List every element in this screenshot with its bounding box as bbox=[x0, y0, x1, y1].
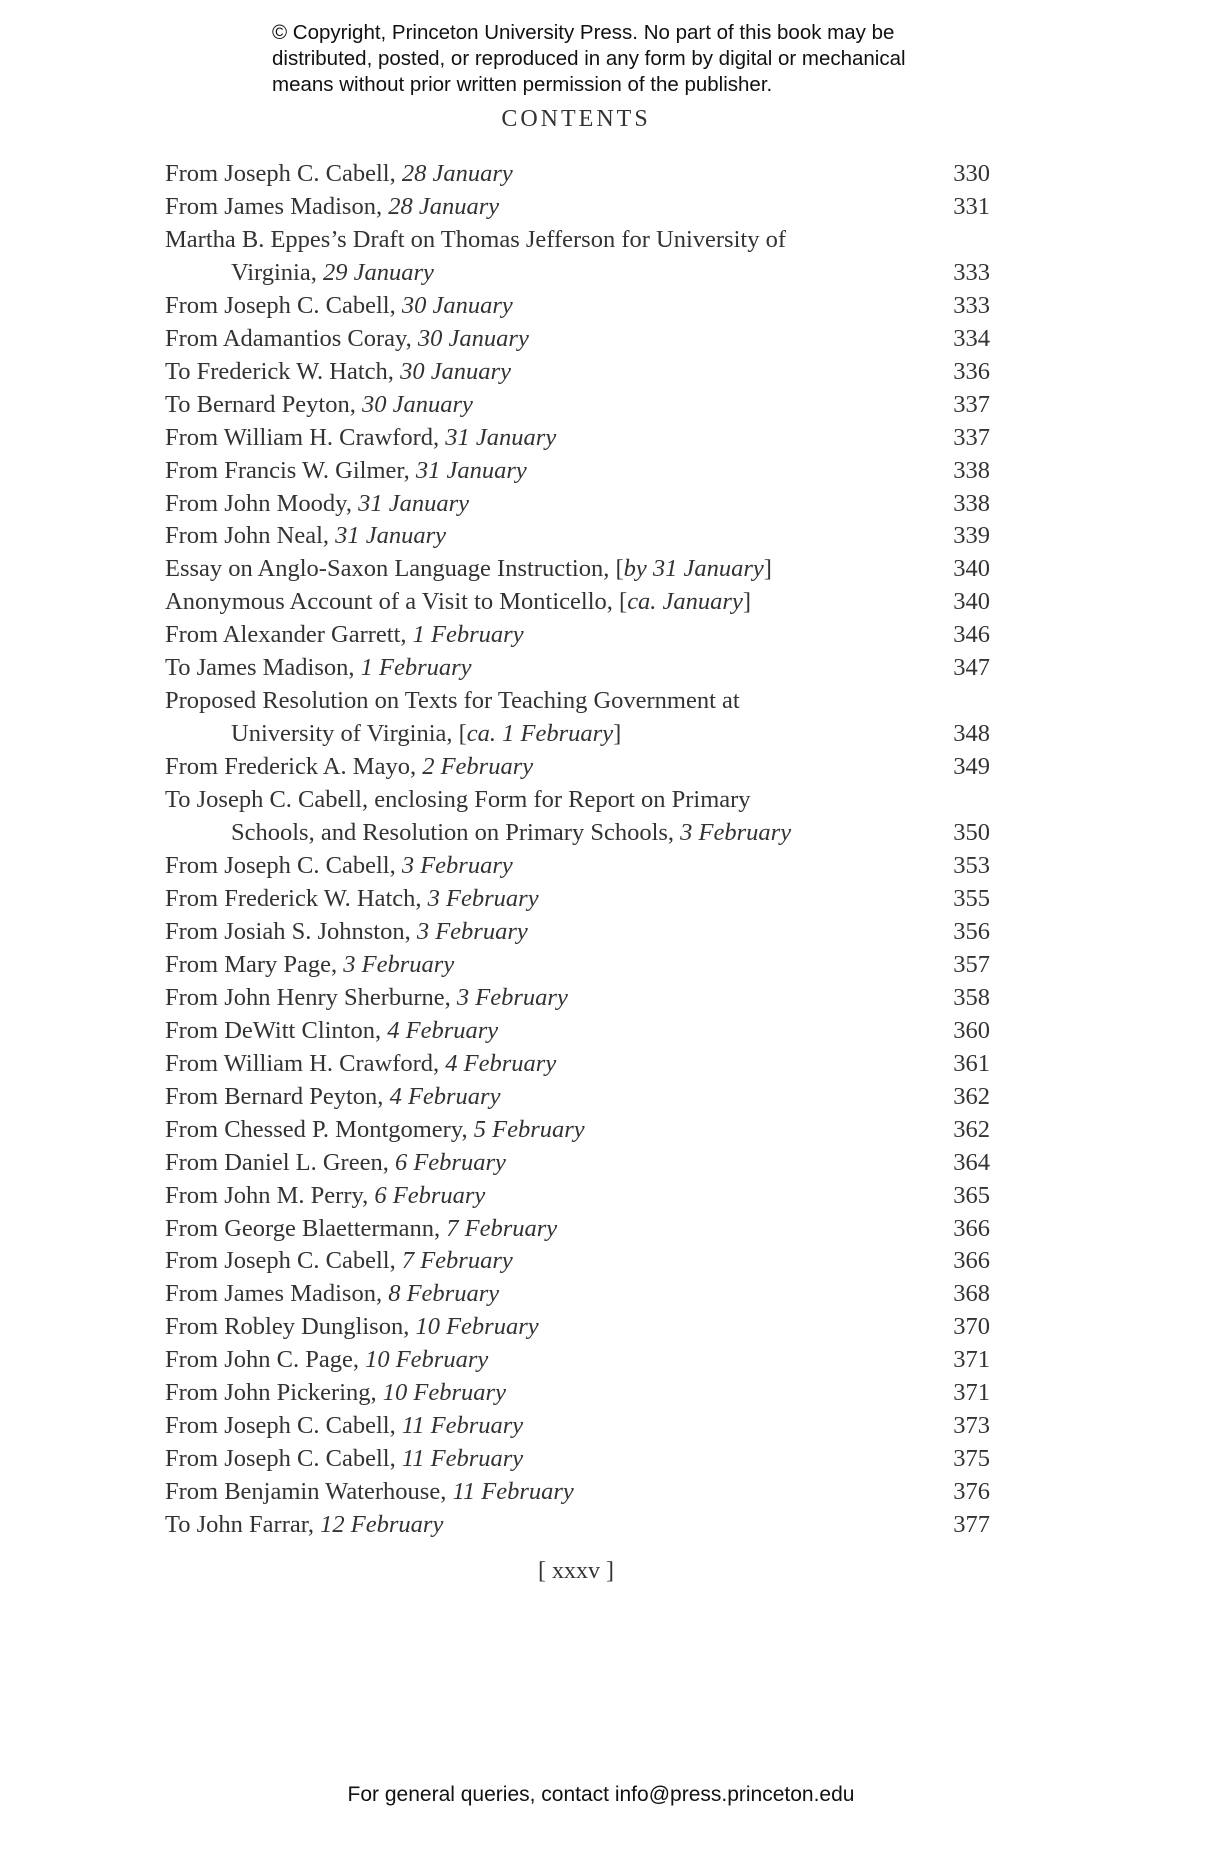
toc-entry bbox=[165, 1442, 990, 1475]
entry-date: 5 February bbox=[473, 1115, 585, 1143]
entry-page-number: 358 bbox=[953, 983, 990, 1011]
entry-page-number: 362 bbox=[953, 1082, 990, 1110]
toc-entry bbox=[165, 190, 990, 223]
entry-page-number: 336 bbox=[953, 357, 990, 385]
toc-entry bbox=[165, 1277, 990, 1310]
entry-date: ca. 1 February bbox=[466, 720, 614, 748]
toc-entry bbox=[165, 157, 990, 190]
entry-date: 6 February bbox=[394, 1148, 506, 1176]
toc-entry bbox=[165, 552, 990, 585]
entry-date: 12 February bbox=[320, 1511, 444, 1539]
entry-date: 31 January bbox=[335, 522, 447, 550]
toc-entry bbox=[165, 1146, 990, 1179]
entry-title: From Joseph C. Cabell, bbox=[165, 852, 402, 880]
entry-date: 11 February bbox=[452, 1478, 574, 1506]
entry-date: ca. January bbox=[627, 588, 743, 616]
toc-entry bbox=[165, 487, 990, 520]
toc-entry bbox=[165, 1310, 990, 1343]
entry-date: 7 February bbox=[446, 1214, 558, 1242]
copyright-line: © Copyright, Princeton University Press. No part of this book may be bbox=[272, 21, 895, 44]
entry-page-number: 338 bbox=[953, 489, 990, 517]
entry-title: From Joseph C. Cabell, bbox=[165, 1412, 402, 1440]
entry-page-number: 331 bbox=[953, 192, 990, 220]
entry-page-number: 375 bbox=[953, 1445, 990, 1473]
entry-page-number: 334 bbox=[953, 324, 990, 352]
toc-entry bbox=[165, 783, 990, 816]
toc-entry bbox=[165, 322, 990, 355]
entry-title: From Alexander Garrett, bbox=[165, 621, 413, 649]
entry-title: From Joseph C. Cabell, bbox=[165, 1445, 402, 1473]
entry-date: 3 February bbox=[343, 950, 455, 978]
entry-title: From John Pickering, bbox=[165, 1379, 383, 1407]
entry-title: From William H. Crawford, bbox=[165, 1049, 446, 1077]
entry-title: From DeWitt Clinton, bbox=[165, 1016, 388, 1044]
entry-date: 3 February bbox=[401, 852, 513, 880]
entry-date: 3 February bbox=[416, 917, 528, 945]
entry-title: From George Blaettermann, bbox=[165, 1214, 447, 1242]
entry-title: From Daniel L. Green, bbox=[165, 1148, 395, 1176]
entry-date: 10 February bbox=[365, 1346, 489, 1374]
toc-entry bbox=[165, 1080, 990, 1113]
entry-title: Essay on Anglo-Saxon Language Instruction, [ bbox=[165, 555, 624, 583]
entry-page-number: 371 bbox=[953, 1379, 990, 1407]
entry-title: From Benjamin Waterhouse, bbox=[165, 1478, 453, 1506]
toc-entry bbox=[165, 1179, 990, 1212]
entry-page-number: 355 bbox=[953, 884, 990, 912]
toc-entry bbox=[165, 1113, 990, 1146]
toc-entry bbox=[165, 421, 990, 454]
entry-title: From Frederick A. Mayo, bbox=[165, 753, 423, 781]
entry-bracket: ] bbox=[613, 720, 622, 748]
entry-title: From Joseph C. Cabell, bbox=[165, 291, 402, 319]
entry-date: 1 February bbox=[412, 621, 524, 649]
entry-title: From William H. Crawford, bbox=[165, 423, 446, 451]
entry-title: From Francis W. Gilmer, bbox=[165, 456, 416, 484]
entry-date: 31 January bbox=[415, 456, 527, 484]
entry-date: 30 January bbox=[417, 324, 529, 352]
entry-date: 28 January bbox=[388, 192, 500, 220]
toc-entry bbox=[165, 585, 990, 618]
entry-page-number: 373 bbox=[953, 1412, 990, 1440]
toc-entry bbox=[165, 1376, 990, 1409]
entry-date: 6 February bbox=[374, 1181, 486, 1209]
entry-date: 11 February bbox=[401, 1412, 524, 1440]
entry-title: Anonymous Account of a Visit to Monticello, [ bbox=[165, 588, 628, 616]
entry-page-number: 356 bbox=[953, 917, 990, 945]
entry-page-number: 337 bbox=[953, 390, 990, 418]
entry-title: From Joseph C. Cabell, bbox=[165, 160, 402, 187]
toc-entry bbox=[165, 1475, 990, 1508]
entry-date: by 31 January bbox=[623, 555, 764, 583]
entry-date: 1 February bbox=[360, 654, 472, 682]
entry-title: From John M. Perry, bbox=[165, 1181, 375, 1209]
entry-page-number: 347 bbox=[953, 654, 990, 682]
entry-page-number: 366 bbox=[953, 1214, 990, 1242]
entry-title: Proposed Resolution on Texts for Teaching Government at bbox=[165, 687, 740, 715]
toc-entry bbox=[165, 1047, 990, 1080]
entry-title: Schools, and Resolution on Primary Schools, bbox=[231, 819, 681, 847]
entry-page-number: 364 bbox=[953, 1148, 990, 1176]
entry-title: Martha B. Eppes’s Draft on Thomas Jefferson for University of bbox=[165, 225, 786, 253]
entry-page-number: 360 bbox=[953, 1016, 990, 1044]
toc-entry bbox=[165, 981, 990, 1014]
entry-date: 2 February bbox=[422, 753, 534, 781]
entry-date: 7 February bbox=[401, 1247, 513, 1275]
entry-title: From James Madison, bbox=[165, 1280, 389, 1308]
entry-page-number: 376 bbox=[953, 1478, 990, 1506]
entry-page-number: 371 bbox=[953, 1346, 990, 1374]
entry-title: From John C. Page, bbox=[165, 1346, 366, 1374]
entry-date: 3 February bbox=[456, 983, 568, 1011]
entry-page-number: 333 bbox=[953, 291, 990, 319]
toc-entry bbox=[165, 223, 990, 256]
entry-date: 10 February bbox=[382, 1379, 506, 1407]
toc-entry bbox=[165, 388, 990, 421]
entry-page-number: 348 bbox=[953, 720, 990, 748]
entry-date: 11 February bbox=[401, 1445, 524, 1473]
entry-date: 30 January bbox=[400, 357, 511, 385]
entry-page-number: 377 bbox=[953, 1511, 990, 1539]
entry-page-number: 353 bbox=[953, 852, 990, 880]
toc-entry bbox=[165, 750, 990, 783]
entry-date: 31 January bbox=[358, 489, 469, 517]
toc-entry bbox=[165, 1508, 990, 1541]
footer-contact: For general queries, contact info@press.princeton.edu bbox=[347, 1783, 855, 1806]
copyright-line: distributed, posted, or reproduced in any form by digital or mechanical bbox=[272, 47, 906, 70]
entry-page-number: 366 bbox=[953, 1247, 990, 1275]
entry-title: To Frederick W. Hatch, bbox=[165, 357, 401, 385]
entry-page-number: 340 bbox=[953, 555, 990, 583]
entry-title: From John Neal, bbox=[165, 522, 336, 550]
entry-page-number: 350 bbox=[953, 819, 990, 847]
entry-title: From John Moody, bbox=[165, 489, 359, 517]
entry-title: To James Madison, bbox=[165, 654, 361, 682]
entry-title: From Robley Dunglison, bbox=[165, 1313, 416, 1341]
toc-entry bbox=[165, 355, 990, 388]
entry-title: From John Henry Sherburne, bbox=[165, 983, 457, 1011]
toc-entry bbox=[165, 849, 990, 882]
page-title: CONTENTS bbox=[501, 106, 651, 132]
toc-entry bbox=[165, 618, 990, 651]
toc-entry-continuation bbox=[165, 816, 990, 849]
entry-page-number: 346 bbox=[953, 621, 990, 649]
entry-page-number: 370 bbox=[953, 1313, 990, 1341]
entry-title: From Mary Page, bbox=[165, 950, 344, 978]
entry-title: Virginia, bbox=[231, 258, 323, 286]
entry-page-number: 338 bbox=[953, 456, 990, 484]
entry-page-number: 368 bbox=[953, 1280, 990, 1308]
entry-date: 4 February bbox=[389, 1082, 501, 1110]
toc-entry bbox=[165, 1244, 990, 1277]
copyright-line: means without prior written permission of the publisher. bbox=[272, 73, 773, 96]
entry-title: From Joseph C. Cabell, bbox=[165, 1247, 402, 1275]
entry-title: University of Virginia, [ bbox=[231, 720, 467, 748]
entry-page-number: 330 bbox=[953, 160, 990, 187]
entry-page-number: 339 bbox=[953, 522, 990, 550]
toc-entry bbox=[165, 651, 990, 684]
entry-title: To John Farrar, bbox=[165, 1511, 321, 1539]
entry-page-number: 349 bbox=[953, 753, 990, 781]
toc-entry bbox=[165, 1343, 990, 1376]
entry-title: From Adamantios Coray, bbox=[165, 324, 418, 352]
entry-page-number: 362 bbox=[953, 1115, 990, 1143]
page-number: [ xxxv ] bbox=[538, 1558, 614, 1584]
entry-page-number: 365 bbox=[953, 1181, 990, 1209]
toc-entry bbox=[165, 1212, 990, 1245]
entry-date: 30 January bbox=[361, 390, 473, 418]
toc-entry bbox=[165, 882, 990, 915]
toc-entry bbox=[165, 915, 990, 948]
entry-date: 3 February bbox=[680, 819, 792, 847]
entry-page-number: 337 bbox=[953, 423, 990, 451]
entry-page-number: 340 bbox=[953, 588, 990, 616]
entry-date: 3 February bbox=[427, 884, 539, 912]
entry-date: 31 January bbox=[445, 423, 557, 451]
toc-entry bbox=[165, 684, 990, 717]
toc-entry bbox=[165, 454, 990, 487]
toc-entry bbox=[165, 1014, 990, 1047]
entry-title: From Frederick W. Hatch, bbox=[165, 884, 428, 912]
entry-date: 4 February bbox=[445, 1049, 557, 1077]
entry-date: 8 February bbox=[388, 1280, 500, 1308]
entry-page-number: 361 bbox=[953, 1049, 990, 1077]
entry-title: From James Madison, bbox=[165, 192, 389, 220]
entry-title: From Bernard Peyton, bbox=[165, 1082, 390, 1110]
entry-date: 28 January bbox=[401, 160, 513, 187]
copyright-notice bbox=[272, 20, 972, 98]
toc-entry bbox=[165, 289, 990, 322]
contents-list bbox=[165, 157, 990, 1541]
entry-page-number: 357 bbox=[953, 950, 990, 978]
toc-entry bbox=[165, 1409, 990, 1442]
entry-bracket: ] bbox=[742, 588, 752, 616]
entry-date: 10 February bbox=[415, 1313, 539, 1341]
entry-bracket: ] bbox=[763, 555, 772, 583]
toc-entry bbox=[165, 948, 990, 981]
entry-date: 30 January bbox=[401, 291, 513, 319]
entry-date: 4 February bbox=[387, 1016, 499, 1044]
entry-page-number: 333 bbox=[953, 258, 990, 286]
entry-date: 29 January bbox=[322, 258, 434, 286]
toc-entry-continuation bbox=[165, 717, 990, 750]
entry-title: From Chessed P. Montgomery, bbox=[165, 1115, 474, 1143]
toc-entry bbox=[165, 519, 990, 552]
entry-title: To Bernard Peyton, bbox=[165, 390, 362, 418]
entry-title: From Josiah S. Johnston, bbox=[165, 917, 417, 945]
toc-entry-continuation bbox=[165, 256, 990, 289]
entry-title: To Joseph C. Cabell, enclosing Form for Report on Primary bbox=[165, 786, 751, 814]
